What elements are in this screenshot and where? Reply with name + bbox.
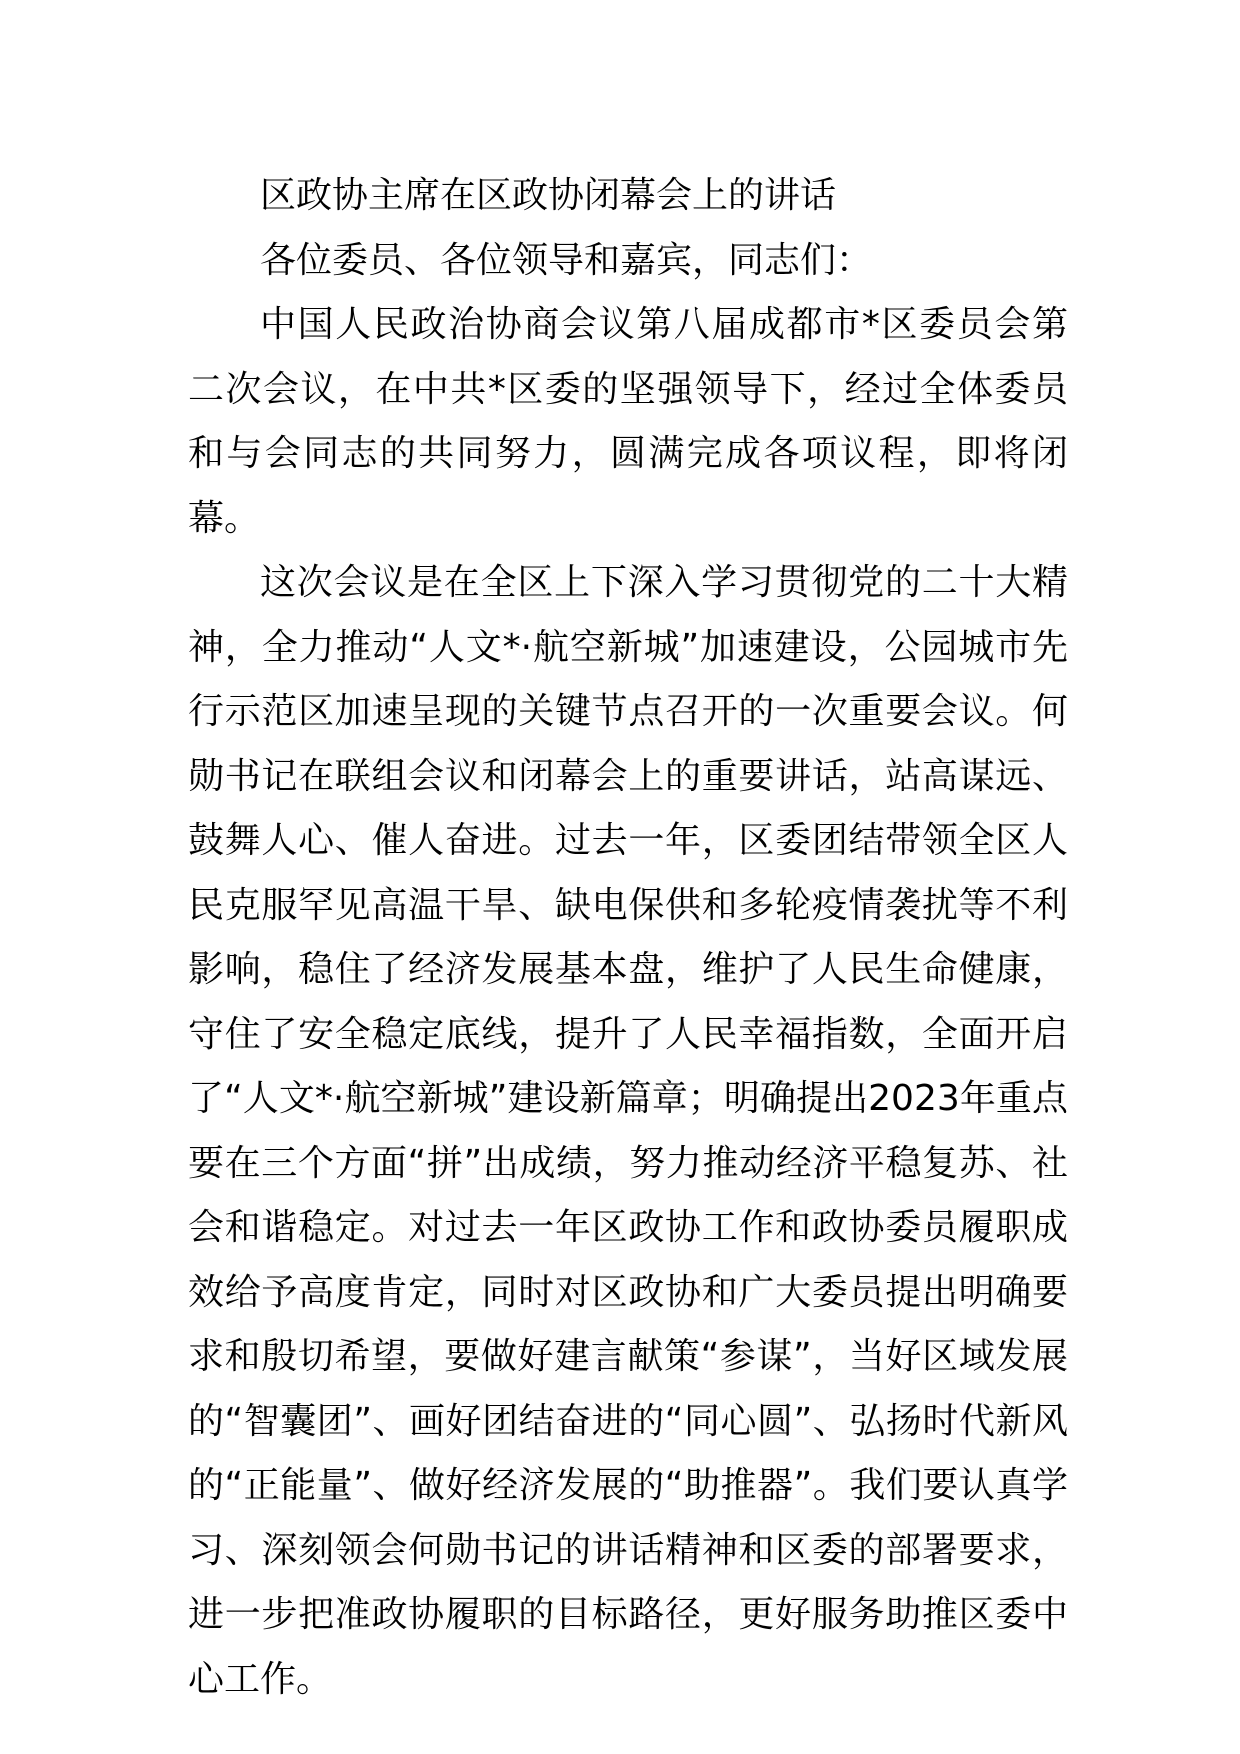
salutation: 各位委员、各位领导和嘉宾，同志们： <box>260 239 873 281</box>
paragraph-main: 这次会议是在全区上下深入学习贯彻党的二十大精神，全力推动“人文*·航空新城”加速建设，公园城市先行示范区加速呈现的关键节点召开的一次重要会议。何勋书记在联组会议和闭幕会上的重要讲话，站高谋远、鼓舞人心、催人奋进。过去一年，区委团结带领全区人民克服罕见高温干旱、缺电保供和多轮疫情袭扰等不利影响，稳住了经济发展基本盘，维护了人民生命健康，守住了安全稳定底线，提升了人民幸福指数，全面开启了“人文*·航空新城”建设新篇章；明确提出2023年重点要在三个方面“拼”出成绩，努力推动经济平稳复苏、社会和谐稳定。对过去一年区政协工作和政协委员履职成效给予高度肯定，同时对区政协和广大委员提出明确要求和殷切希望，要做好建言献策“参谋”，当好区域发展的“智囊团”、画好团结奋进的“同心圆”、弘扬时代新风的“正能量”、做好经济发展的“助推器”。我们要认真学习、深刻领会何勋书记的讲话精神和区委的部署要求，进一步把准政协履职的目标路径，更好服务助推区委中心工作。 <box>188 562 1068 1700</box>
paragraph-opening: 中国人民政治协商会议第八届成都市*区委员会第二次会议，在中共*区委的坚强领导下，经过全体委员和与会同志的共同努力，圆满完成各项议程，即将闭幕。 <box>188 304 1068 539</box>
document-title: 区政协主席在区政协闭幕会上的讲话 <box>260 175 837 216</box>
document-body <box>188 164 1068 1712</box>
